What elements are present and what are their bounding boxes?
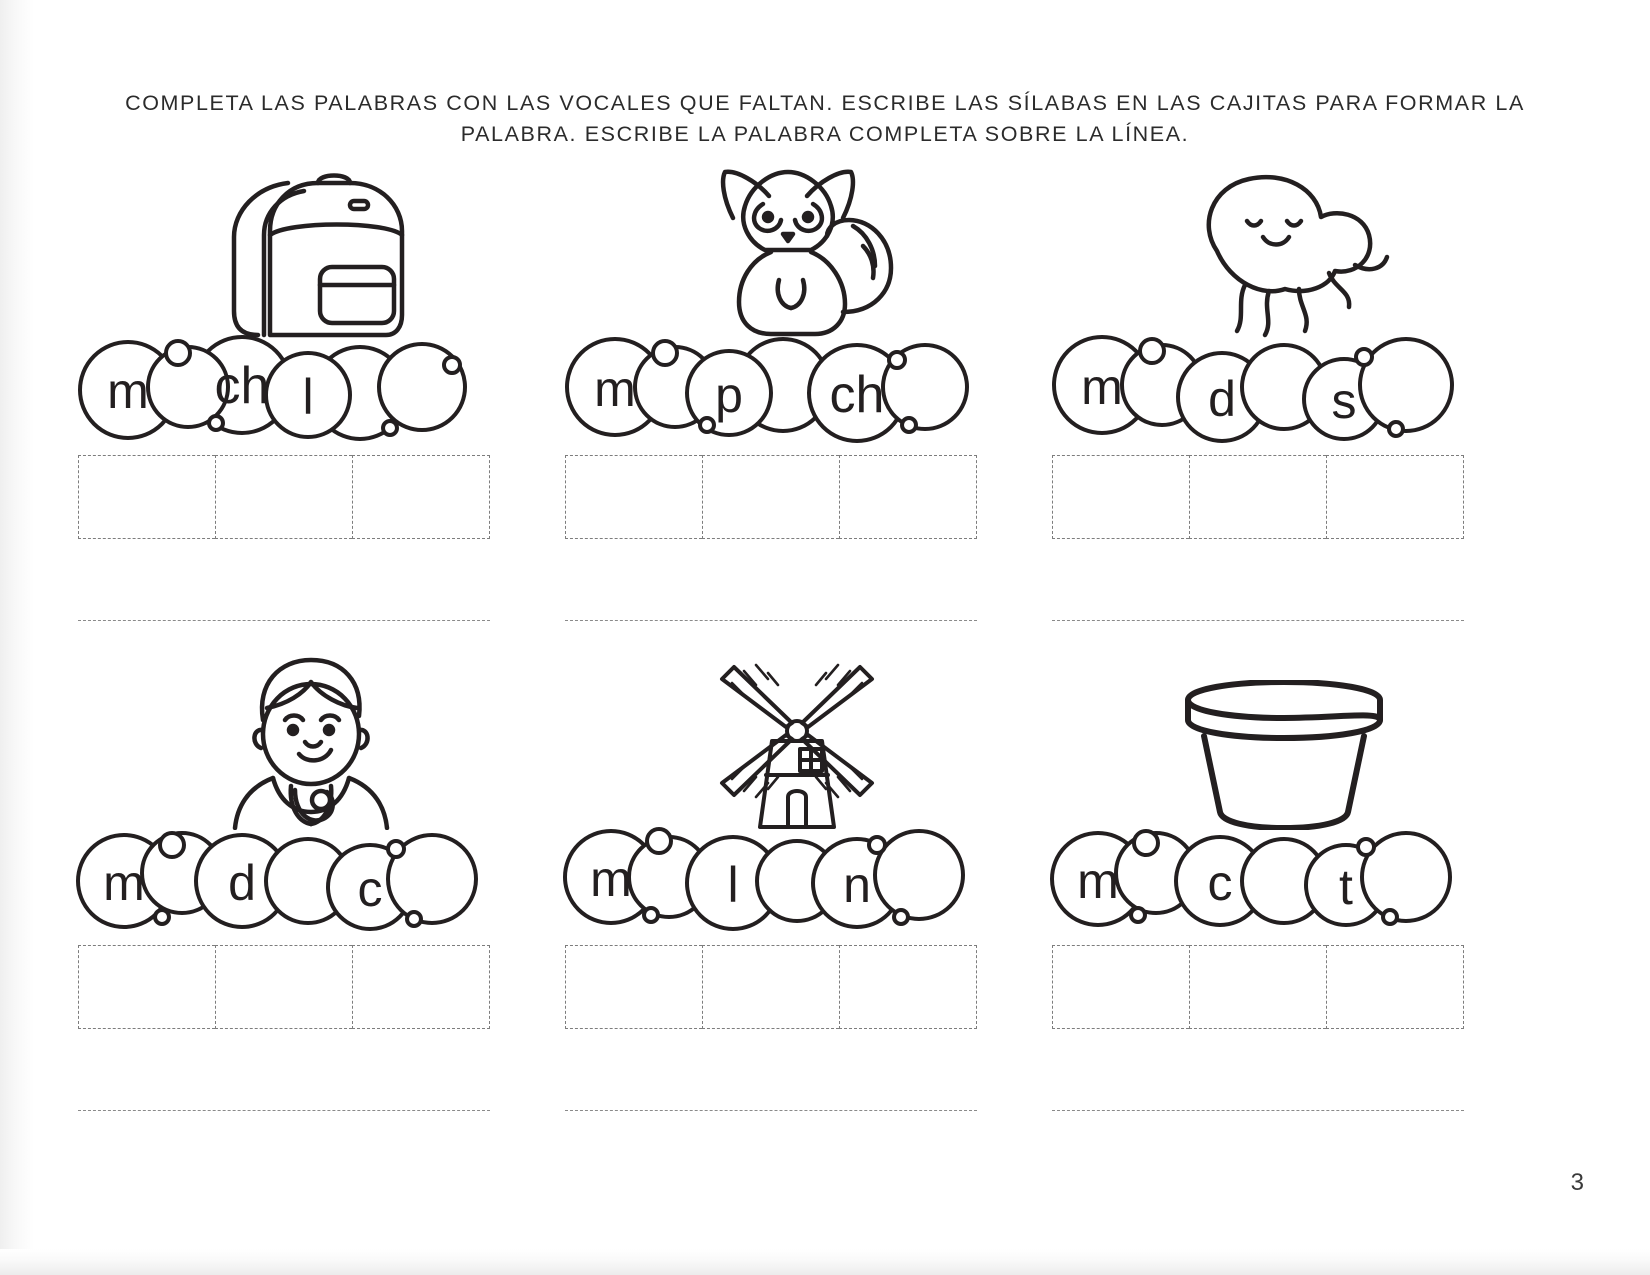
syllable-boxes[interactable] (1052, 455, 1464, 539)
word-write-line[interactable] (78, 620, 490, 621)
bubble-letter: m (107, 363, 149, 419)
word-write-line[interactable] (1052, 1110, 1464, 1111)
raccoon-icon (557, 160, 1037, 340)
syllable-box[interactable] (215, 945, 352, 1029)
bubble-letter: ch (214, 357, 270, 415)
bubble-letter: m (594, 361, 636, 417)
syllable-bubbles (557, 325, 1037, 450)
syllable-boxes[interactable] (1052, 945, 1464, 1029)
bubble-letter: m (1077, 853, 1119, 909)
exercise-item (1044, 160, 1524, 640)
word-write-line[interactable] (565, 1110, 977, 1111)
backpack-icon (70, 160, 550, 340)
word-write-line[interactable] (1052, 620, 1464, 621)
syllable-bubbles (557, 815, 1037, 940)
doctor-icon (70, 650, 550, 830)
syllable-box[interactable] (702, 455, 839, 539)
syllable-boxes[interactable] (565, 455, 977, 539)
syllable-box[interactable] (1326, 455, 1464, 539)
syllable-box[interactable] (352, 455, 490, 539)
bubble-letter: m (590, 851, 632, 907)
bubble-letter: m (103, 855, 145, 911)
word-write-line[interactable] (78, 1110, 490, 1111)
exercise-item (1044, 650, 1524, 1130)
exercise-item (70, 160, 550, 640)
instructions-text: COMPLETA LAS PALABRAS CON LAS VOCALES QUE FALTAN. ESCRIBE LAS SÍLABAS EN LAS CAJITAS PARA FORMAR LA PALABRA. ESCRIBE LA PALABRA COMPLETA SOBRE LA LÍNEA. (125, 91, 1525, 147)
windmill-icon (557, 650, 1037, 830)
bubble-letter: n (843, 857, 871, 913)
syllable-boxes[interactable] (78, 945, 490, 1029)
exercise-item (557, 650, 1037, 1130)
page-bottom-edge-shadow (0, 1249, 1650, 1275)
bubble-letter: p (715, 367, 743, 423)
exercise-item (70, 650, 550, 1130)
bubble-letter: d (228, 855, 256, 911)
bubble-letter: c (1207, 855, 1233, 911)
exercise-item (557, 160, 1037, 640)
syllable-box[interactable] (78, 945, 215, 1029)
bubble-letter: t (1339, 859, 1353, 915)
syllable-bubbles (1044, 815, 1524, 940)
syllable-boxes[interactable] (78, 455, 490, 539)
syllable-box[interactable] (839, 455, 977, 539)
bubble-letter: ch (829, 366, 885, 424)
syllable-box[interactable] (215, 455, 352, 539)
bubble-letter: d (1208, 371, 1236, 427)
bubble-letter: l (302, 369, 314, 425)
syllable-box[interactable] (78, 455, 215, 539)
syllable-box[interactable] (565, 455, 702, 539)
bubble-letter: s (1331, 373, 1357, 429)
jellyfish-icon (1044, 160, 1524, 340)
bubble-letter: l (727, 857, 739, 913)
syllable-bubbles (70, 325, 550, 450)
syllable-box[interactable] (565, 945, 702, 1029)
word-write-line[interactable] (565, 620, 977, 621)
syllable-box[interactable] (1189, 455, 1326, 539)
bubble-letter: c (357, 861, 383, 917)
bubble-letter: m (1081, 359, 1123, 415)
syllable-box[interactable] (839, 945, 977, 1029)
syllable-box[interactable] (702, 945, 839, 1029)
syllable-box[interactable] (1052, 945, 1189, 1029)
syllable-bubbles (70, 815, 550, 940)
syllable-box[interactable] (1189, 945, 1326, 1029)
page-number: 3 (1570, 1169, 1584, 1196)
syllable-box[interactable] (1052, 455, 1189, 539)
exercise-grid (70, 160, 1570, 1160)
page-left-edge-shadow (0, 0, 34, 1275)
syllable-box[interactable] (352, 945, 490, 1029)
flowerpot-icon (1044, 650, 1524, 830)
syllable-box[interactable] (1326, 945, 1464, 1029)
syllable-bubbles (1044, 325, 1524, 450)
syllable-boxes[interactable] (565, 945, 977, 1029)
